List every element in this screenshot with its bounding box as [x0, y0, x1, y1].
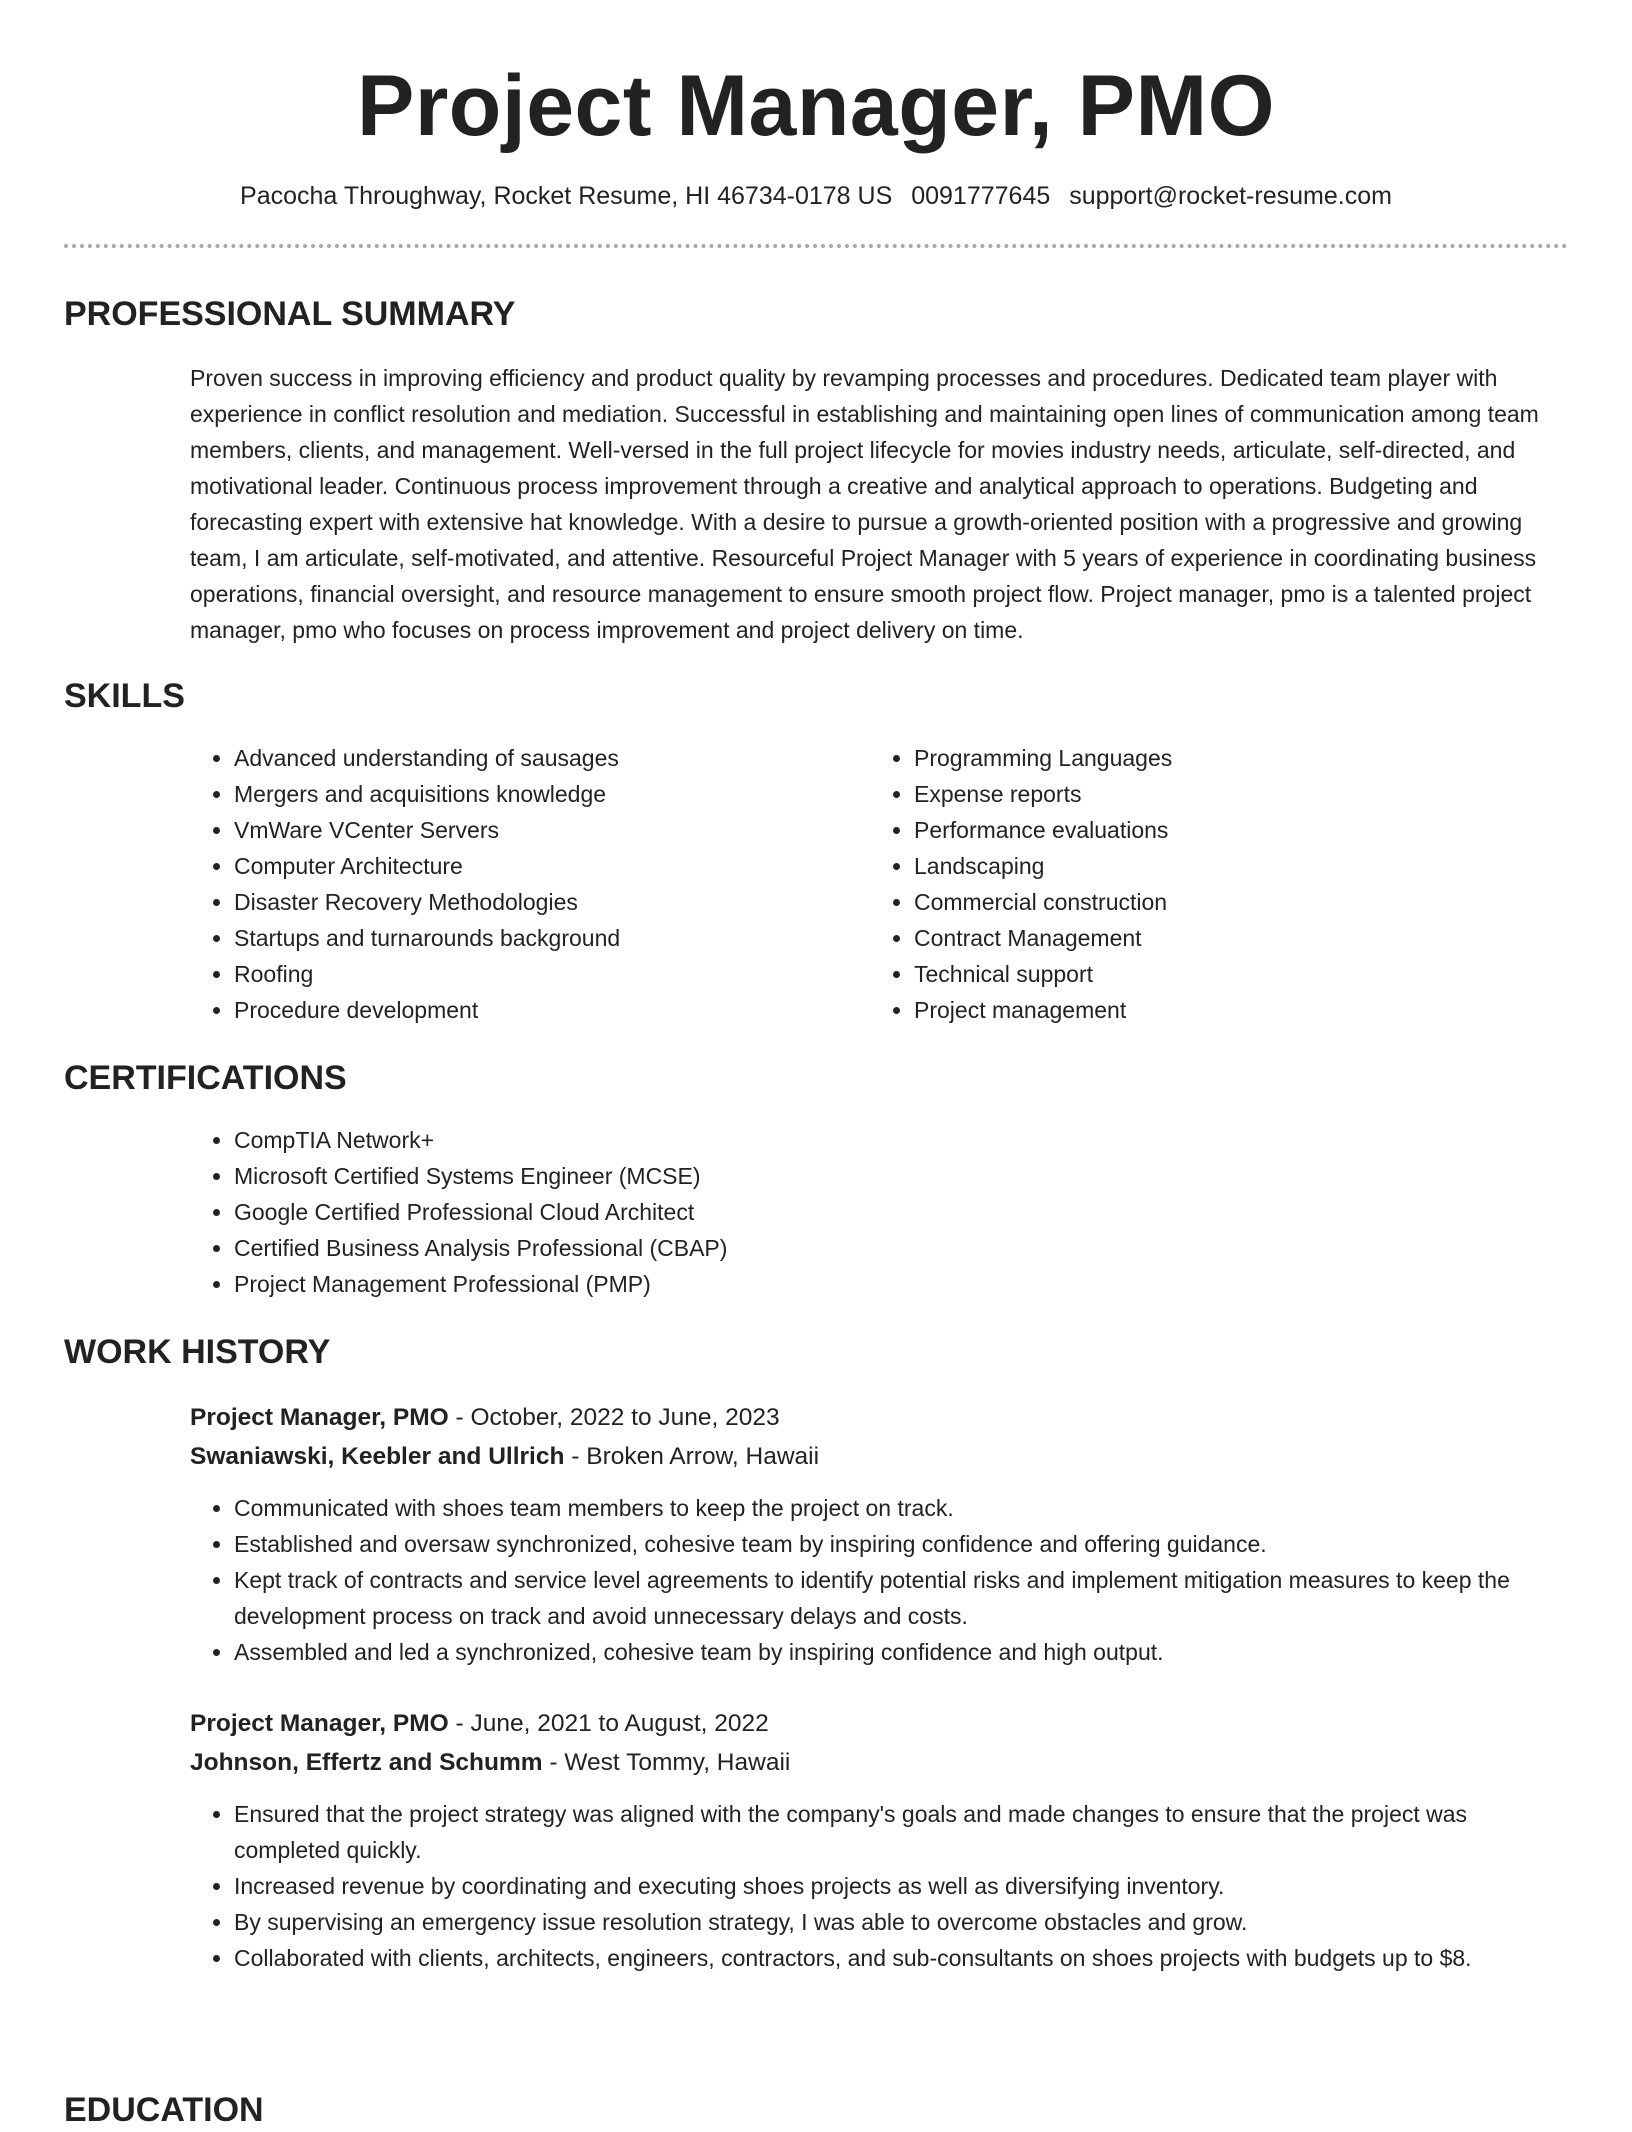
skill-item: • Technical support	[914, 956, 1550, 992]
skill-item: • Advanced understanding of sausages	[234, 740, 870, 776]
job-role: Project Manager, PMO	[190, 1710, 449, 1737]
skill-item: • Programming Languages	[914, 740, 1550, 776]
job-bullet: • Increased revenue by coordinating and executing shoes projects as well as diversifying inventory.	[234, 1868, 1568, 1904]
certifications-list-wrap	[190, 1122, 1568, 1302]
skill-item: • Commercial construction	[914, 884, 1550, 920]
skills-section	[64, 674, 1568, 1028]
summary-heading: PROFESSIONAL SUMMARY	[64, 295, 516, 333]
skills-column-left	[190, 740, 870, 1028]
skill-item: • Landscaping	[914, 848, 1550, 884]
skills-list-right	[870, 740, 1550, 1028]
job-entry	[190, 1398, 1568, 1670]
skill-item: • Disaster Recovery Methodologies	[234, 884, 870, 920]
job-bullet: • Collaborated with clients, architects, engineers, contractors, and sub-consultants on shoes projects with budgets up to $8.	[234, 1940, 1568, 1976]
job-role-line	[190, 1398, 1568, 1437]
skill-item: • Mergers and acquisitions knowledge	[234, 776, 870, 812]
job-company: Swaniawski, Keebler and Ullrich	[190, 1443, 565, 1470]
certification-item: • Project Management Professional (PMP)	[234, 1266, 1568, 1302]
job-bullets-wrap	[190, 1796, 1568, 1976]
education-section	[64, 2088, 264, 2132]
job-bullet: • Established and oversaw synchronized, cohesive team by inspiring confidence and offering guidance.	[234, 1526, 1568, 1562]
skills-heading: SKILLS	[64, 677, 185, 715]
skill-item: • Procedure development	[234, 992, 870, 1028]
job-bullet: • Assembled and led a synchronized, cohesive team by inspiring confidence and high output.	[234, 1634, 1568, 1670]
certification-item: • Google Certified Professional Cloud Architect	[234, 1194, 1568, 1230]
job-entry	[190, 1704, 1568, 1976]
contact-address: Pacocha Throughway, Rocket Resume, HI 46734-0178 US	[240, 182, 893, 210]
header-divider	[64, 244, 1568, 248]
contact-phone: 0091777645	[911, 182, 1051, 210]
job-location: - Broken Arrow, Hawaii	[564, 1443, 820, 1470]
work-history-section	[64, 1330, 1568, 1976]
certification-item: • Microsoft Certified Systems Engineer (MCSE)	[234, 1158, 1568, 1194]
skill-item: • VmWare VCenter Servers	[234, 812, 870, 848]
certification-item: • CompTIA Network+	[234, 1122, 1568, 1158]
job-company-line	[190, 1437, 1568, 1476]
job-bullets	[190, 1796, 1568, 1976]
skill-item: • Computer Architecture	[234, 848, 870, 884]
job-role: Project Manager, PMO	[190, 1404, 449, 1431]
skill-item: • Performance evaluations	[914, 812, 1550, 848]
resume-name: Project Manager, PMO	[356, 58, 1276, 154]
job-bullets	[190, 1490, 1568, 1670]
certifications-list	[190, 1122, 1568, 1302]
skill-item: • Expense reports	[914, 776, 1550, 812]
contact-line	[64, 178, 1568, 214]
summary-text: Proven success in improving efficiency and product quality by revamping processes and procedures. Dedicated team player with experience in conflict resolution and mediation. Successful in establishing and maintaining open lines of communication among team members, clients, and management. Well-versed in the full project lifecycle for movies industry needs, articulate, self-directed, and motivational leader. Continuous process improvement through a creative and analytical approach to operations. Budgeting and forecasting expert with extensive hat knowledge. With a desire to pursue a growth-oriented position with a progressive and growing team, I am articulate, self-motivated, and attentive. Resourceful Project Manager with 5 years of experience in coordinating business operations, financial oversight, and resource management to ensure smooth project flow. Project manager, pmo is a talented project manager, pmo who focuses on process improvement and project delivery on time.	[190, 365, 1539, 643]
job-dates: - October, 2022 to June, 2023	[448, 1404, 780, 1431]
certification-item: • Certified Business Analysis Professional (CBAP)	[234, 1230, 1568, 1266]
skills-column-right	[870, 740, 1550, 1028]
job-bullet: • By supervising an emergency issue resolution strategy, I was able to overcome obstacles and grow.	[234, 1904, 1568, 1940]
certifications-section	[64, 1056, 1568, 1302]
contact-email: support@rocket-resume.com	[1069, 182, 1392, 210]
job-bullet: • Ensured that the project strategy was aligned with the company's goals and made changes to ensure that the project was completed quickly.	[234, 1796, 1568, 1868]
education-heading: EDUCATION	[64, 2091, 264, 2129]
job-company-line	[190, 1743, 1568, 1782]
skill-item: • Contract Management	[914, 920, 1550, 956]
job-bullet: • Communicated with shoes team members to keep the project on track.	[234, 1490, 1568, 1526]
summary-section	[64, 292, 1568, 648]
job-role-line	[190, 1704, 1568, 1743]
certifications-heading: CERTIFICATIONS	[64, 1059, 347, 1097]
job-bullets-wrap	[190, 1490, 1568, 1670]
job-dates: - June, 2021 to August, 2022	[448, 1710, 769, 1737]
skill-item: • Roofing	[234, 956, 870, 992]
skill-item: • Startups and turnarounds background	[234, 920, 870, 956]
job-bullet: • Kept track of contracts and service level agreements to identify potential risks and implement mitigation measures to keep the development process on track and avoid unnecessary delays and costs.	[234, 1562, 1568, 1634]
skill-item: • Project management	[914, 992, 1550, 1028]
skills-columns	[190, 740, 1568, 1028]
work-history-heading: WORK HISTORY	[64, 1333, 331, 1371]
job-location: - West Tommy, Hawaii	[542, 1749, 791, 1776]
job-company: Johnson, Effertz and Schumm	[190, 1749, 543, 1776]
skills-list-left	[190, 740, 870, 1028]
